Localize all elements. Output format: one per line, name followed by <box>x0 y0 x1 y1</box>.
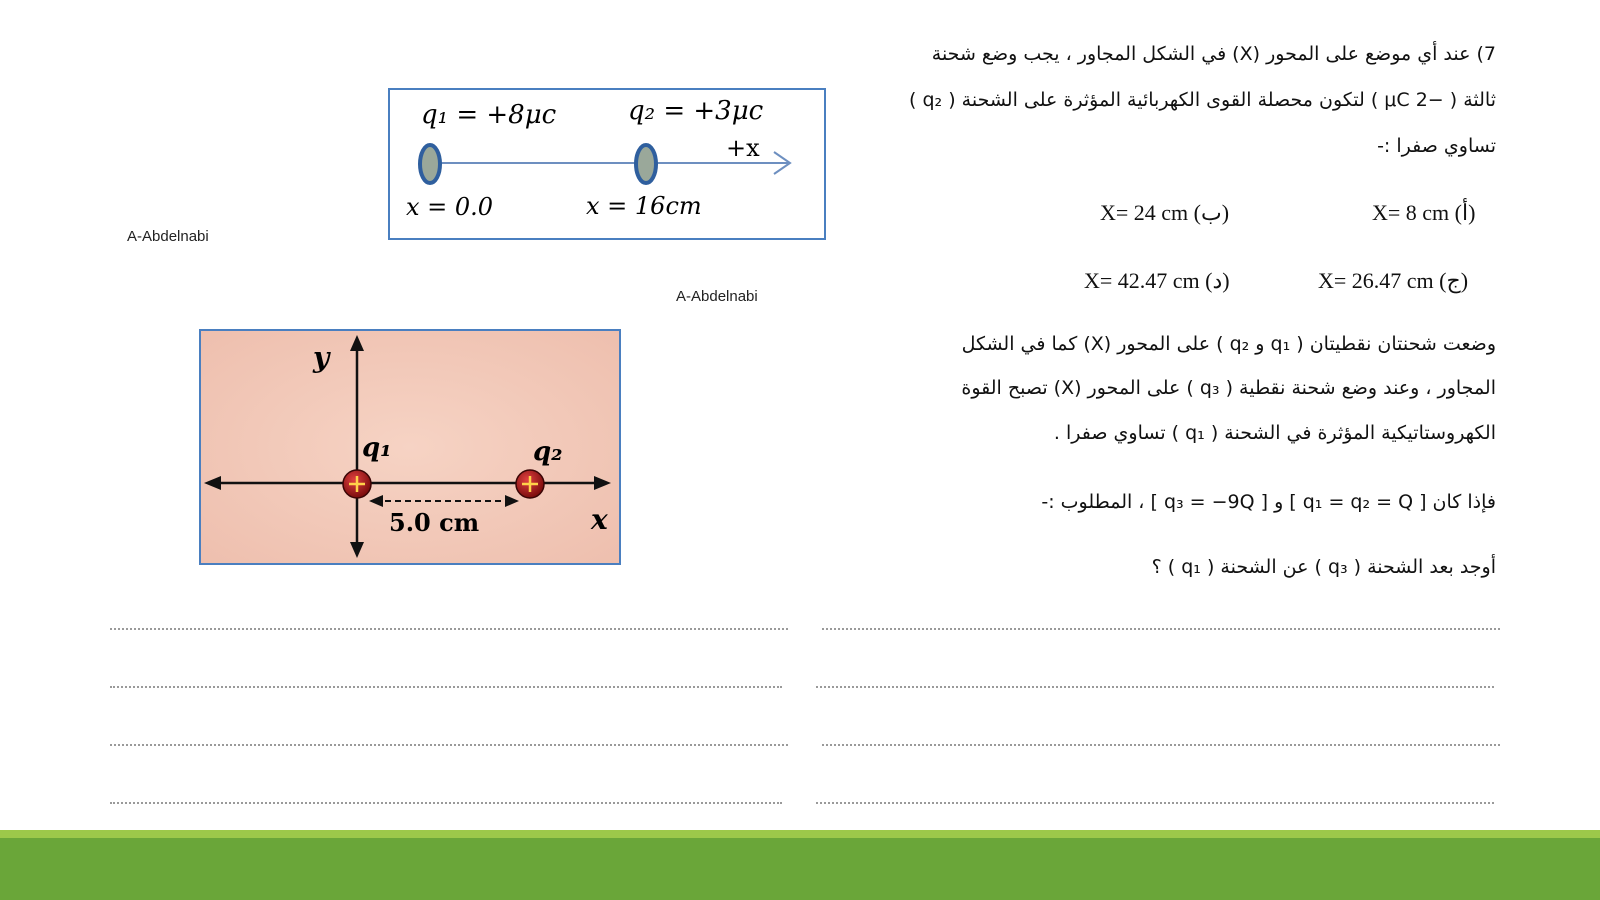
figure-2-distance-label: 5.0 cm <box>389 508 480 537</box>
figure-1-axis-label: +x <box>726 134 760 162</box>
watermark-left: A-Abdelnabi <box>127 228 209 245</box>
figure-1-charge-q2 <box>636 145 656 183</box>
figure-2-q1-label: q₁ <box>362 433 392 463</box>
watermark-center: A-Abdelnabi <box>676 288 758 305</box>
figure-1-q2-label: q₂ = +3μc <box>628 96 764 126</box>
q7-option-a: X= 8 cm (أ) <box>1372 200 1476 225</box>
figure-2-charges-photo <box>199 329 621 565</box>
q7-option-d: X= 42.47 cm (د) <box>1084 268 1230 293</box>
q8-line-2: المجاور ، وعند وضع شحنة نقطية ( q₃ ) على المحور (X) تصبح القوة <box>961 377 1496 399</box>
q8-line-3: الكهروستاتيكية المؤثرة في الشحنة ( q₁ ) تساوي صفرا . <box>1053 422 1496 444</box>
q8-line-1: وضعت شحنتان نقطيتان ( q₁ و q₂ ) على المحور (X) كما في الشكل <box>961 333 1496 355</box>
figure-1-x2-label: x = 16cm <box>586 192 702 220</box>
answer-line-right-2 <box>816 686 1494 688</box>
figure-2-y-label: y <box>313 341 330 374</box>
figure-2-x-label: x <box>591 503 608 536</box>
answer-line-left-1 <box>110 628 788 630</box>
answer-line-left-4 <box>110 802 782 804</box>
figure-1-q1-label: q₁ = +8μc <box>421 100 557 130</box>
answer-line-right-1 <box>822 628 1500 630</box>
q7-line-1: 7) عند أي موضع على المحور (X) في الشكل المجاور ، يجب وضع شحنة <box>931 43 1496 65</box>
q7-line-2: ثالثة ( −2 μC ) لتكون محصلة القوى الكهربائية المؤثرة على الشحنة ( q₂ ) <box>909 89 1496 111</box>
figure-1-charge-q1 <box>420 145 440 183</box>
footer-accent-line <box>0 830 1600 838</box>
answer-line-left-3 <box>110 744 788 746</box>
answer-line-left-2 <box>110 686 782 688</box>
q8-line-4: فإذا كان [ q₁ = q₂ = Q ] و [ q₃ = −9Q ] ، المطلوب :- <box>1041 491 1496 513</box>
q7-option-c: X= 26.47 cm (ج) <box>1318 268 1469 293</box>
figure-2-q2-label: q₂ <box>533 437 563 467</box>
q7-option-b: X= 24 cm (ب) <box>1100 200 1230 225</box>
footer-green-band <box>0 838 1600 900</box>
figure-1-charges-on-axis <box>388 88 826 240</box>
figure-1-x1-label: x = 0.0 <box>406 193 494 221</box>
q8-line-5: أوجد بعد الشحنة ( q₃ ) عن الشحنة ( q₁ ) ؟ <box>1151 556 1496 578</box>
figure-2-charge-q2 <box>516 470 544 498</box>
q7-line-3: تساوي صفرا :- <box>1377 135 1496 157</box>
answer-line-right-4 <box>816 802 1494 804</box>
answer-line-right-3 <box>822 744 1500 746</box>
figure-2-charge-q1 <box>343 470 371 498</box>
